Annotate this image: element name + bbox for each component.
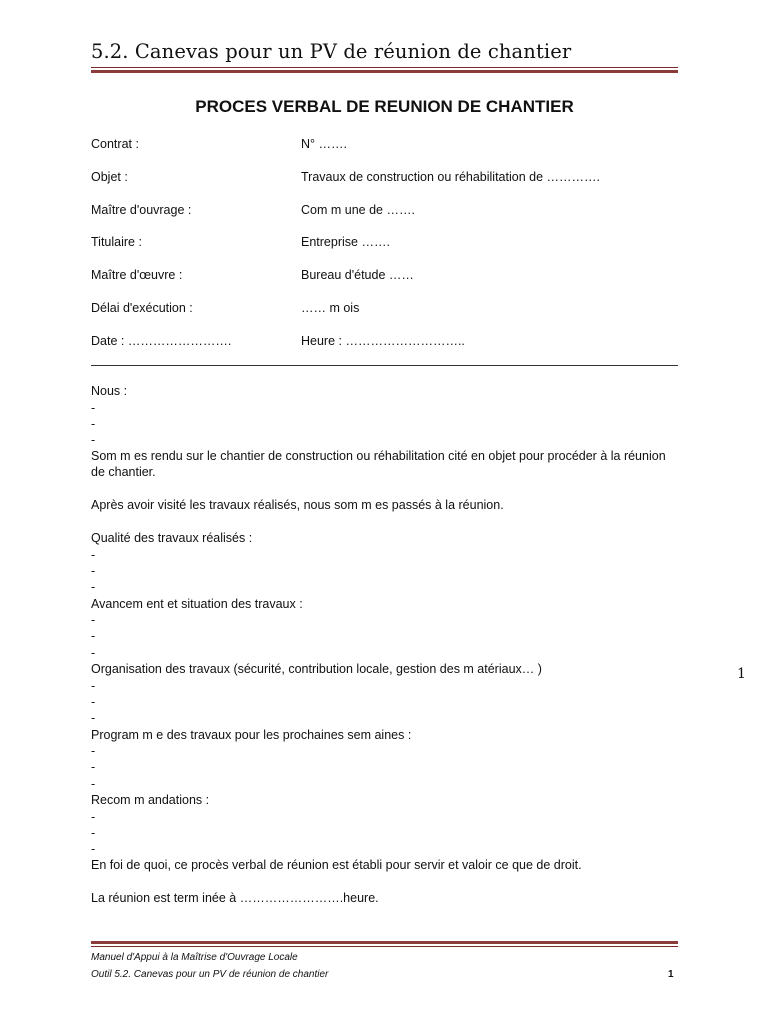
nous-label: Nous : [91, 384, 128, 398]
document-title: PROCES VERBAL DE REUNION DE CHANTIER [195, 97, 574, 116]
dash-item: - [91, 564, 96, 578]
dash-item: - [91, 613, 96, 627]
dash-item: - [91, 580, 96, 594]
dash-item: - [91, 744, 96, 758]
field-label: Titulaire : [91, 235, 142, 249]
field-value: Com m une de ……. [301, 203, 415, 217]
field-label: Maître d'œuvre : [91, 268, 183, 282]
footer-tool-title: Outil 5.2. Canevas pour un PV de réunion de chantier [91, 969, 329, 980]
section-heading-programme: Program m e des travaux pour les prochaines sem aines : [91, 728, 412, 742]
field-label: Maître d'ouvrage : [91, 203, 192, 217]
dash-item: - [91, 548, 96, 562]
footer-rule-thin [91, 946, 678, 947]
end-paragraph: La réunion est term inée à …………………….heure. [91, 891, 379, 905]
dash-item: - [91, 433, 96, 447]
field-value: Entreprise ……. [301, 235, 390, 249]
dash-item: - [91, 777, 96, 791]
field-label: Date : ……………………. [91, 334, 232, 348]
dash-item: - [91, 810, 96, 824]
dash-item: - [91, 842, 96, 856]
dash-item: - [91, 760, 96, 774]
footer-rule-thick [91, 941, 678, 944]
section-heading-recommandations: Recom m andations : [91, 793, 210, 807]
dash-item: - [91, 629, 96, 643]
section-header-title: 5.2. Canevas pour un PV de réunion de chantier [91, 40, 572, 63]
field-value: N° ……. [301, 137, 347, 151]
separator-line [91, 365, 678, 366]
field-label: Délai d'exécution : [91, 301, 193, 315]
field-label: Contrat : [91, 137, 139, 151]
dash-item: - [91, 826, 96, 840]
section-heading-qualite: Qualité des travaux réalisés : [91, 531, 253, 545]
header-rule-thin [91, 67, 678, 68]
dash-item: - [91, 711, 96, 725]
footer-page-number: 1 [668, 969, 674, 980]
field-value: Travaux de construction ou réhabilitation de …………. [301, 170, 600, 184]
closing-paragraph: En foi de quoi, ce procès verbal de réunion est établi pour servir et valoir ce que de droit. [91, 858, 582, 872]
field-value: …… m ois [301, 301, 360, 315]
section-heading-avancement: Avancem ent et situation des travaux : [91, 597, 303, 611]
apres-paragraph: Après avoir visité les travaux réalisés, nous som m es passés à la réunion. [91, 498, 504, 512]
header-rule-thick [91, 70, 678, 73]
dash-item: - [91, 417, 96, 431]
field-value: Bureau d'étude …… [301, 268, 414, 282]
margin-page-number: 1 [737, 666, 746, 682]
dash-item: - [91, 401, 96, 415]
dash-item: - [91, 646, 96, 660]
field-value: Heure : ……………………….. [301, 334, 465, 348]
dash-item: - [91, 695, 96, 709]
footer-manual-title: Manuel d'Appui à la Maîtrise d'Ouvrage Locale [91, 952, 298, 963]
dash-item: - [91, 679, 96, 693]
sommes-paragraph: Som m es rendu sur le chantier de construction ou réhabilitation cité en objet pour procéder à la réunion de chantier. [91, 449, 666, 480]
section-heading-organisation: Organisation des travaux (sécurité, contribution locale, gestion des m atériaux… ) [91, 662, 542, 676]
field-label: Objet : [91, 170, 128, 184]
